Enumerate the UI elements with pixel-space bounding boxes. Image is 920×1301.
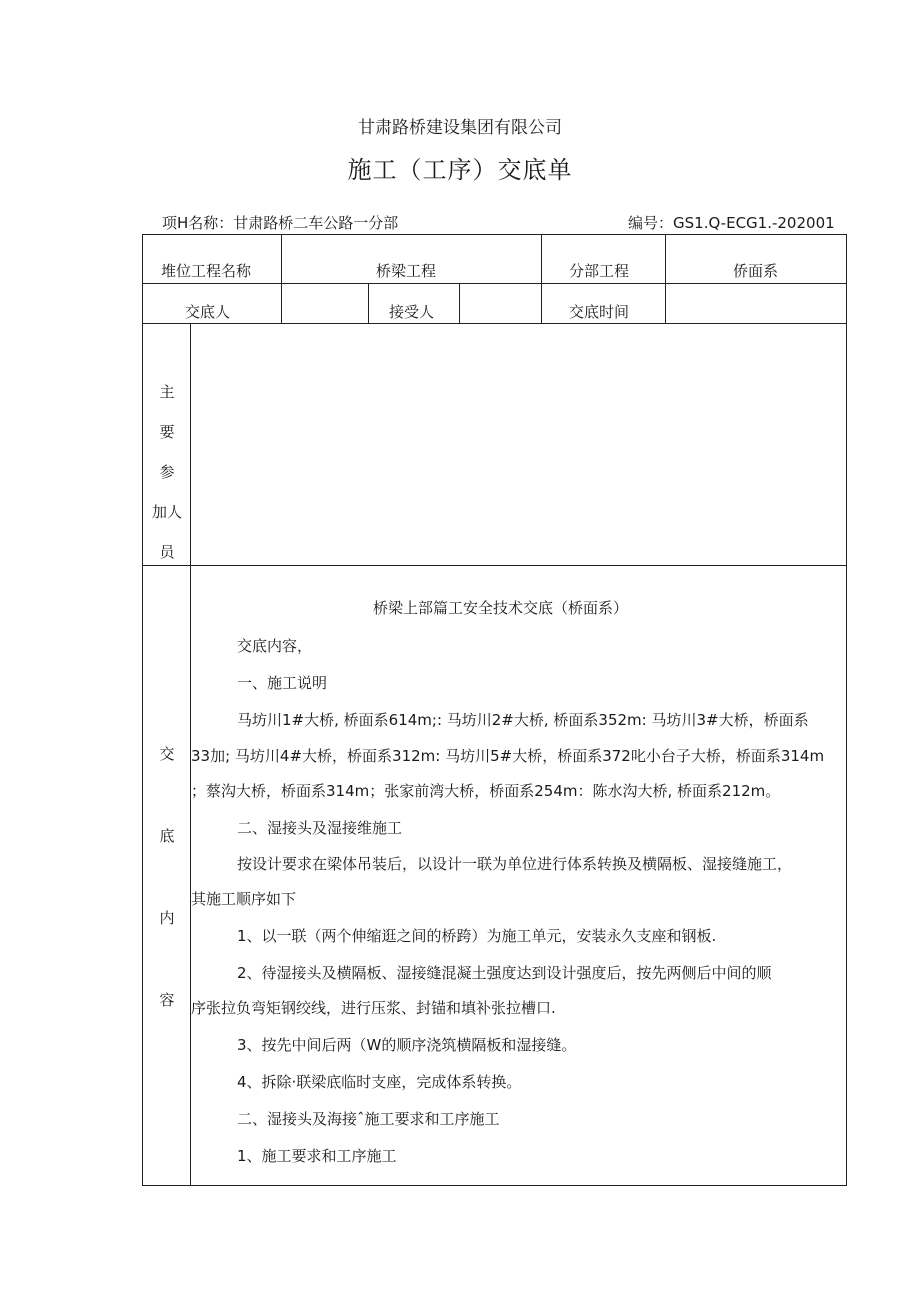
disclosure-form (142, 234, 847, 1186)
content-line: 4、拆除·联梁底临时支座，完成体系转换。 (237, 1073, 522, 1091)
column-divider (541, 235, 542, 323)
content-line: ；蔡沟大桥，桥面系314m；张家前湾大桥，桥面系254m：陈水沟大桥, 桥面系212m。 (191, 782, 781, 800)
row-divider (143, 323, 846, 324)
content-line: 2、待湿接头及横隔板、湿接缝混凝土强度达到设计强度后，按先两侧后中间的顺 (237, 964, 772, 982)
content-label: 交 (159, 745, 175, 763)
row-divider (143, 565, 846, 566)
participants-label: 要 (159, 423, 175, 441)
content-line: 按设计要求在梁体吊装后，以设计一联为单位进行体系转换及横隔板、湿接缝施工， (237, 855, 793, 873)
sub-project-label: 分部工程 (569, 262, 630, 280)
company-name: 甘肃路桥建设集团有限公司 (358, 118, 562, 138)
content-line: 1、以一联（两个伸缩逛之间的桥跨）为施工单元，安装永久支座和钢板. (237, 927, 717, 945)
row-divider (143, 283, 846, 284)
content-line: 33加; 马坊川4#大桥，桥面系312m: 马坊川5#大桥，桥面系372叱小台子大桥，桥面系314m (191, 747, 825, 765)
document-code: 编号：GS1.Q-ECG1.-202001 (628, 214, 835, 232)
receiver-label: 接受人 (389, 303, 435, 321)
content-line: 其施工顺序如下 (191, 890, 297, 908)
unit-project-value: 桥梁工程 (376, 262, 437, 280)
column-divider (459, 283, 460, 323)
disclosure-time-label: 交底时间 (569, 303, 630, 321)
content-line: 序张拉负弯矩钢绞线，进行压浆、封锚和填补张拉槽口. (191, 999, 556, 1017)
column-divider (665, 235, 666, 323)
participants-label: 参 (159, 463, 175, 481)
content-line: 一、施工说明 (237, 674, 328, 692)
content-label: 内 (159, 909, 175, 927)
content-label: 容 (159, 991, 175, 1009)
content-line: 二、湿接头及湿接维施工 (237, 819, 403, 837)
column-divider (368, 283, 369, 323)
participants-label: 主 (159, 383, 175, 401)
document-title: 施工（工序）交底单 (347, 156, 573, 184)
content-line: 二、湿接头及海接ˆ施工要求和工序施工 (237, 1110, 500, 1128)
project-name: 项H名称：甘肃路桥二车公路一分部 (162, 214, 399, 232)
column-divider (281, 235, 282, 323)
participants-label: 员 (159, 543, 175, 561)
content-line: 3、按先中间后两（W的顺序浇筑横隔板和湿接缝。 (237, 1036, 577, 1054)
participants-label: 加人 (151, 503, 182, 521)
content-heading: 桥梁上部篇工安全技术交底（桥面系） (373, 599, 629, 617)
sub-project-value: 侨面系 (733, 262, 779, 280)
content-line: 马坊川1#大桥, 桥面系614m;: 马坊川2#大桥, 桥面系352m: 马坊川3#大桥，桥面系 (237, 711, 809, 729)
content-label: 底 (159, 827, 175, 845)
discloser-label: 交底人 (185, 303, 231, 321)
content-line: 交底内容， (237, 637, 313, 655)
content-line: 1、施工要求和工序施工 (237, 1147, 397, 1165)
unit-project-label: 堆位工程名称 (161, 262, 252, 280)
